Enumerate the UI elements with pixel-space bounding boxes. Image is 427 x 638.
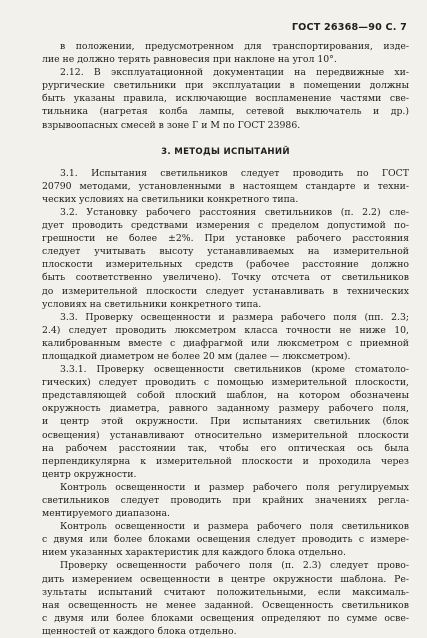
text-line: 3.3. Проверку освещенности и размера рабочего поля (пп. 2.3; [60, 311, 409, 323]
text-line: грешности не более ±2%. При установке рабочего расстояния [42, 233, 409, 245]
text-line: дует проводить средствами измерения с пределом допустимой по- [42, 220, 409, 232]
paragraph [42, 40, 409, 66]
text-line: ная освещенность не менее заданной. Освещенность светильников [42, 599, 409, 611]
text-line: гических) следует проводить с помощью измерительной плоскости, [42, 377, 409, 389]
text-line: освещения) устанавливают относительно измерительной плоскости [42, 429, 409, 441]
text-line: нием указанных характеристик для каждого блока отдельно. [42, 547, 346, 559]
text-line: в положении, предусмотренном для транспортирования, изде- [60, 41, 409, 52]
text-line: следует учитывать высоту устанавливаемых на измерительной [42, 246, 409, 258]
text-line: Контроль освещенности и размера рабочего поля светильников [60, 521, 409, 533]
text-line: центр окружности. [42, 468, 137, 480]
text-line: ческих условиях на светильники конкретного типа. [42, 193, 299, 205]
text-line: с двумя или более блоками освещения определяют по сумме осве- [42, 612, 409, 624]
paragraph [42, 206, 409, 311]
text-line: 3.2. Установку рабочего расстояния светильников (п. 2.2) сле- [60, 206, 409, 218]
paragraph [42, 311, 409, 363]
text-line: площадкой диаметром не более 20 мм (далее — люксметром). [42, 350, 351, 362]
paragraph [42, 481, 409, 520]
text-line: 20790 методами, установленными в настоящем стандарте и техни- [42, 180, 409, 192]
text-line: Контроль освещенности и размер рабочего поля регулируемых [60, 481, 409, 493]
text-line: 3.1. Испытания светильников следует проводить по ГОСТ [60, 167, 409, 179]
text-line: быть указаны правила, исключающие воспламенение частями све- [42, 93, 409, 105]
paragraph [42, 167, 409, 206]
text-line: калиброванным вместе с диафрагмой или люксметром с приемной [42, 337, 409, 349]
paragraph [42, 520, 409, 559]
text-line: и центр этой окружности. При испытаниях светильник (блок [42, 416, 409, 428]
paragraph [42, 66, 409, 131]
text-line: быть соответственно увеличено). Точку отсчета от светильников [42, 272, 409, 284]
page-header: ГОСТ 26368—90 С. 7 [291, 22, 407, 33]
text-line: рургические светильники при эксплуатации в помещении должны [42, 80, 409, 92]
text-block-section-3 [42, 167, 409, 638]
text-line: лие не должно терять равновесия при наклоне на угол 10°. [42, 54, 337, 66]
text-line: перпендикулярна к измерительной плоскости и проходила через [42, 455, 409, 467]
text-line: светильников следует проводить при крайних значениях регла- [42, 495, 409, 506]
text-line: окружность диаметра, равного заданному размеру рабочего поля, [42, 403, 409, 415]
text-line: с двумя или более блоками освещения следует проводить с измере- [42, 534, 409, 546]
text-line: условиях на светильники конкретного типа. [42, 298, 262, 310]
text-line: дить измерением освещенности в центре окружности шаблона. Ре- [42, 573, 409, 585]
text-line: зультаты испытаний считают положительными, если максималь- [42, 586, 409, 598]
text-line: представляющей собой плоский шаблон, на котором обозначены [42, 390, 409, 402]
text-line: 3.3.1. Проверку освещенности светильников (кроме стоматоло- [60, 364, 409, 376]
text-line: плоскости измерительных средств (рабочее расстояние должно [42, 259, 409, 271]
text-line: на рабочем расстоянии так, чтобы его оптическая ось была [42, 442, 409, 454]
text-line: 2.12. В эксплуатационной документации на передвижные хи- [60, 67, 409, 79]
text-block-section-2 [42, 40, 409, 132]
text-line: тильника (нагретая колба лампы, сетевой выключатель и др.) [42, 106, 409, 118]
paragraph [42, 559, 409, 638]
text-line: до измерительной плоскости следует устанавливать в технических [42, 285, 409, 297]
text-line: щенностей от каждого блока отдельно. [42, 625, 237, 637]
text-line: Проверку освещенности рабочего поля (п. 2.3) следует прово- [60, 560, 409, 572]
section-title: 3. МЕТОДЫ ИСПЫТАНИЙ [161, 146, 290, 157]
paragraph [42, 363, 409, 481]
text-line: взрывоопасных смесей в зоне Г и М по ГОСТ 23986. [42, 119, 301, 131]
text-line: ментируемого диапазона. [42, 508, 171, 520]
text-line: 2.4) следует проводить люксметром класса точности не ниже 10, [42, 324, 409, 336]
